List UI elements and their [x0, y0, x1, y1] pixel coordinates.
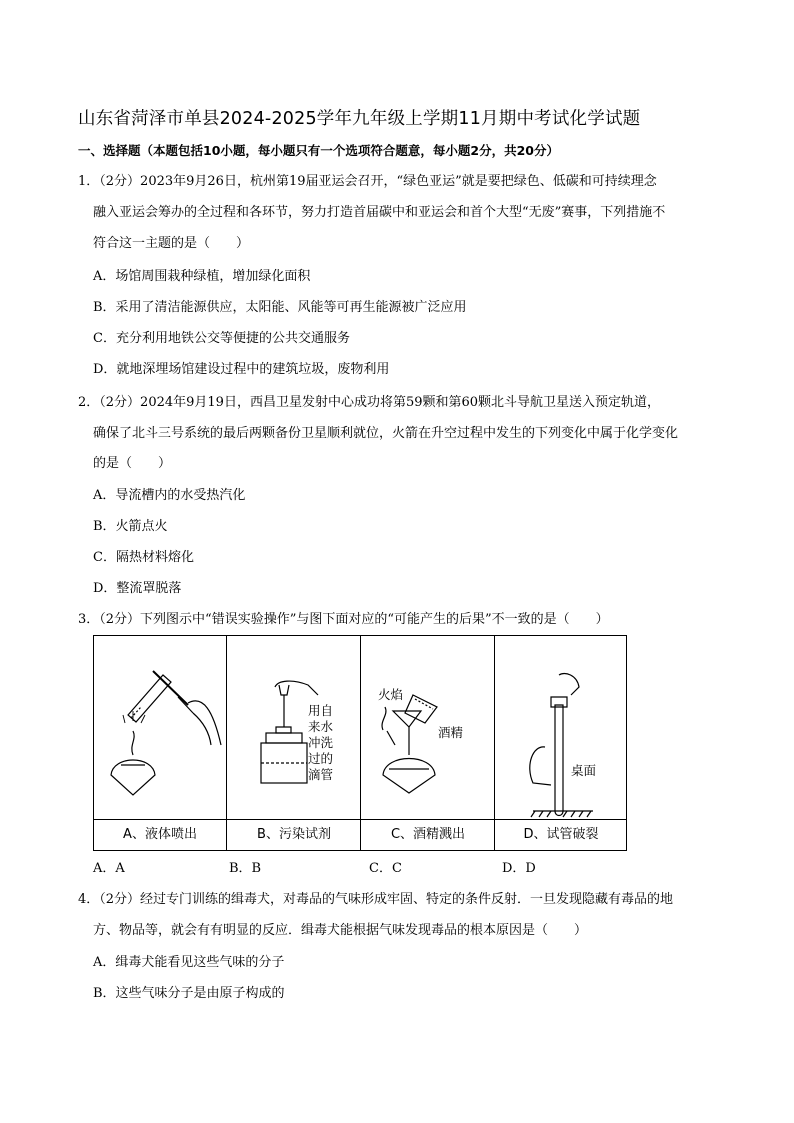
q2-option-a[interactable]: A．导流槽内的水受热汽化: [93, 488, 246, 503]
q1-line-1: 1．（2分）2023年9月26日，杭州第19届亚运会召开，“绿色亚运”就是要把绿色、低碳和可持续理念: [78, 174, 657, 189]
q3-option-c[interactable]: C．C: [369, 861, 402, 876]
q4-line-2: 方、物品等，就会有有明显的反应．缉毒犬能根据气味发现毒品的根本原因是（ ）: [93, 923, 588, 938]
q2-line-1: 2．（2分）2024年9月19日，西昌卫星发射中心成功将第59颗和第60颗北斗导航卫星送入预定轨道，: [78, 395, 661, 410]
panel-b-label-line: 过的: [308, 751, 334, 766]
q1-option-a[interactable]: A．场馆周围栽种绿植，增加绿化面积: [93, 269, 311, 284]
q1-option-c[interactable]: C．充分利用地铁公交等便捷的公共交通服务: [93, 331, 350, 346]
q2-option-c[interactable]: C．隔热材料熔化: [93, 550, 194, 565]
q4-option-a[interactable]: A．缉毒犬能看见这些气味的分子: [93, 955, 285, 970]
panel-b-label-line: 滴管: [308, 767, 334, 782]
panel-d-table-label: 桌面: [571, 763, 597, 778]
q4-option-b[interactable]: B．这些气味分子是由原子构成的: [93, 986, 285, 1001]
q2-option-d[interactable]: D．整流罩脱落: [93, 581, 182, 596]
q1-line-3: 符合这一主题的是（ ）: [93, 236, 250, 251]
panel-c-drawing: [382, 695, 437, 793]
panel-b-label: [308, 703, 333, 783]
q2-option-b[interactable]: B．火箭点火: [93, 519, 168, 534]
panel-c-alcohol-label: 酒精: [438, 725, 464, 740]
panel-c-flame-label: 火焰: [378, 687, 404, 702]
panel-b-label-line: 来水: [308, 719, 334, 734]
q3-option-a[interactable]: A．A: [93, 861, 125, 876]
panel-b-label-line: 冲洗: [308, 735, 334, 750]
q3-line-1: 3．（2分）下列图示中“错误实验操作”与图下面对应的“可能产生的后果”不一致的是（ ）: [78, 612, 609, 627]
q1-option-d[interactable]: D．就地深埋场馆建设过程中的建筑垃圾，废物利用: [93, 362, 390, 377]
caption-b: B、污染试剂: [257, 827, 331, 842]
q4-line-1: 4．（2分）经过专门训练的缉毒犬，对毒品的气味形成牢固、特定的条件反射．一旦发现隐藏有毒品的地: [78, 892, 674, 907]
page-title: 山东省菏泽市单县2024-2025学年九年级上学期11月期中考试化学试题: [78, 109, 641, 129]
panel-b-label-line: 用自: [308, 703, 334, 718]
q1-line-2: 融入亚运会筹办的全过程和各环节，努力打造首届碳中和亚运会和首个大型“无废”赛事，下列措施不: [93, 205, 666, 220]
caption-c: C、酒精溅出: [390, 827, 466, 842]
q2-line-2: 确保了北斗三号系统的最后两颗备份卫星顺利就位，火箭在升空过程中发生的下列变化中属于化学变化: [93, 426, 679, 441]
caption-d: D、试管破裂: [523, 827, 599, 842]
q2-line-3: 的是（ ）: [93, 456, 172, 471]
panel-a-drawing: [111, 671, 221, 795]
lab-operations-figure: [93, 635, 627, 851]
q1-option-b[interactable]: B．采用了清洁能源供应，太阳能、风能等可再生能源被广泛应用: [93, 300, 467, 315]
q3-option-b[interactable]: B．B: [229, 861, 262, 876]
section-heading: 一、选择题（本题包括10小题，每小题只有一个选项符合题意，每小题2分，共20分）: [78, 143, 559, 158]
q3-option-d[interactable]: D．D: [502, 861, 536, 876]
caption-a: A、液体喷出: [123, 827, 197, 842]
panel-d-drawing: [530, 674, 593, 818]
